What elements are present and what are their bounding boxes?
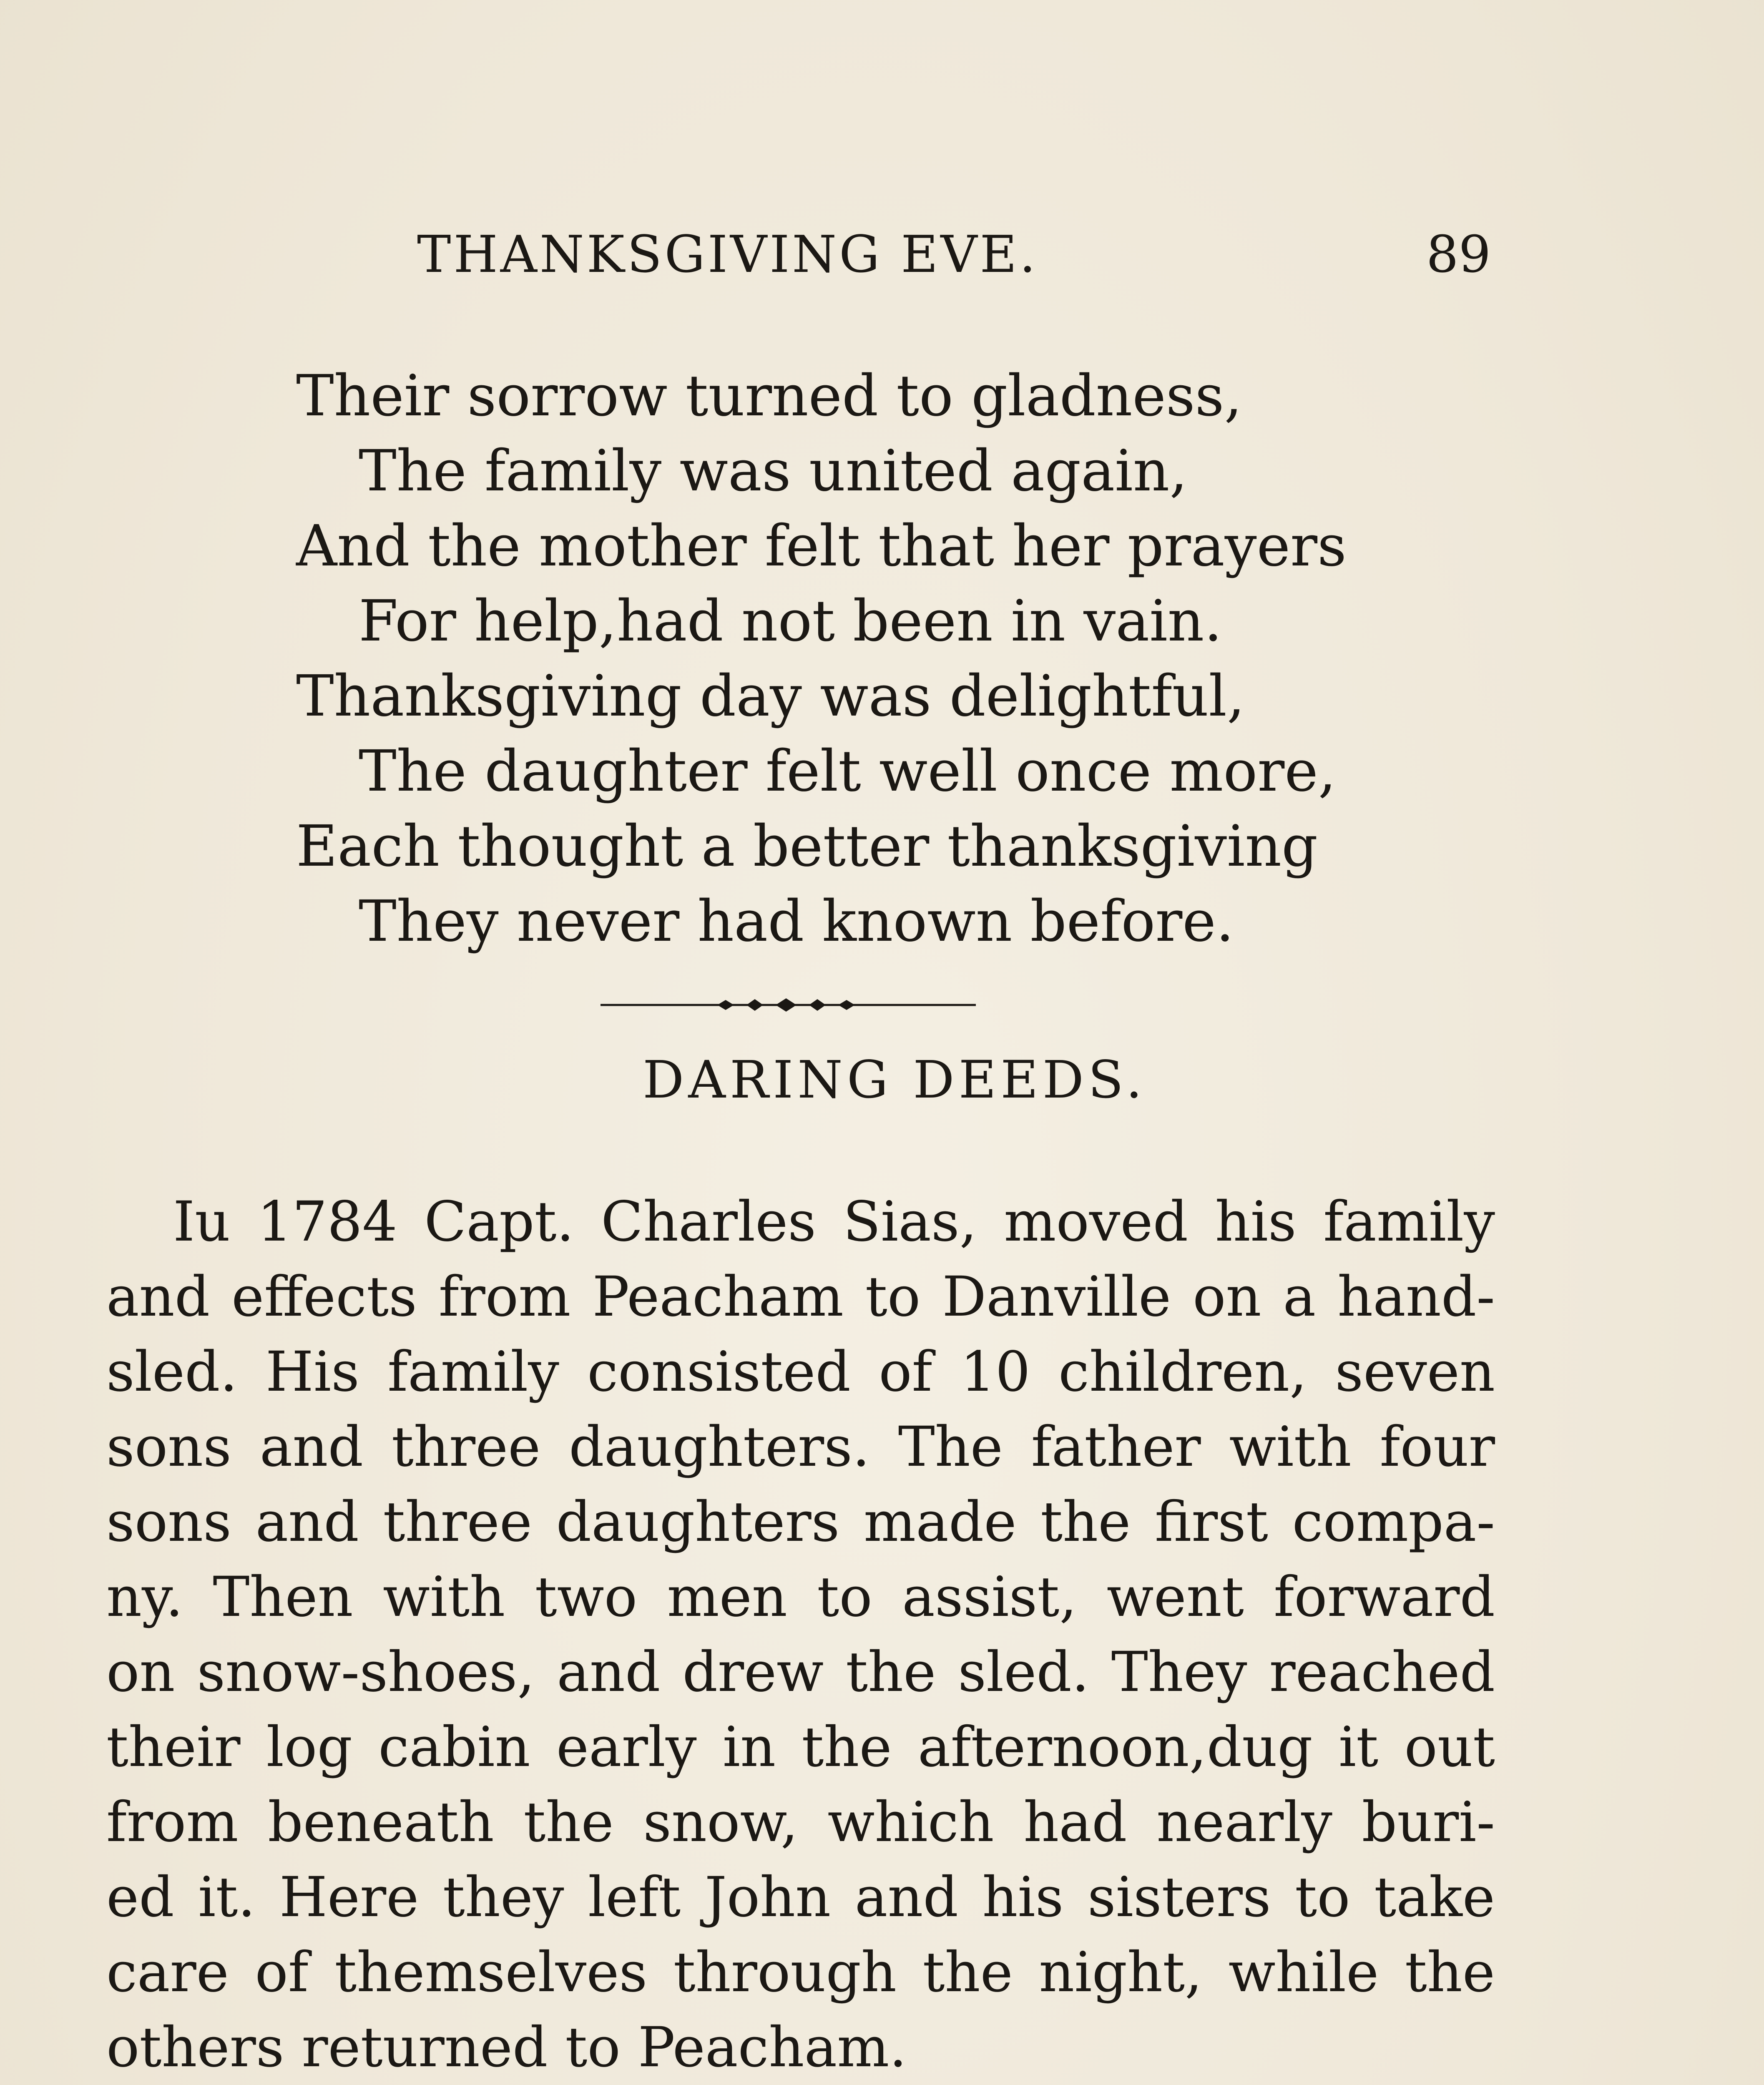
poem-line: Thanksgiving day was delightful,: [296, 663, 1245, 729]
running-header: [0, 221, 1764, 288]
poem-line: And the mother felt that her prayers: [296, 513, 1347, 579]
page-number: 89: [1426, 225, 1491, 284]
prose-line: others returned to Peacham.: [106, 2015, 907, 2080]
section-divider-ornament: [601, 997, 976, 1013]
prose-line: care of themselves through the night, while the: [106, 1940, 1495, 2005]
poem-line: The family was united again,: [359, 438, 1188, 504]
prose-line: sons and three daughters made the first compa-: [106, 1490, 1495, 1554]
prose-line: on snow-shoes, and drew the sled. They reached: [106, 1640, 1495, 1704]
poem-line: Their sorrow turned to gladness,: [296, 363, 1242, 429]
prose-line: from beneath the snow, which had nearly buri-: [106, 1790, 1495, 1854]
prose-line: and effects from Peacham to Danville on a hand-: [106, 1265, 1495, 1329]
prose-line: their log cabin early in the afternoon,dug it out: [106, 1715, 1495, 1779]
section-title: DARING DEEDS.: [642, 1050, 1147, 1110]
poem-line: They never had known before.: [359, 889, 1234, 955]
poem-stanza: [296, 359, 1422, 959]
running-title: THANKSGIVING EVE.: [417, 225, 1038, 284]
prose-body: [106, 1184, 1495, 2085]
poem-line: The daughter felt well once more,: [359, 739, 1337, 804]
prose-line: sled. His family consisted of 10 children, seven: [106, 1340, 1495, 1404]
poem-line: For help,had not been in vain.: [359, 588, 1222, 654]
prose-line: Iu 1784 Capt. Charles Sias, moved his family: [173, 1190, 1495, 1254]
prose-line: ny. Then with two men to assist, went forward: [106, 1565, 1495, 1629]
poem-line: Each thought a better thanksgiving: [296, 814, 1318, 879]
prose-line: ed it. Here they left John and his sisters to take: [106, 1865, 1495, 1929]
prose-line: sons and three daughters. The father with four: [106, 1415, 1495, 1479]
